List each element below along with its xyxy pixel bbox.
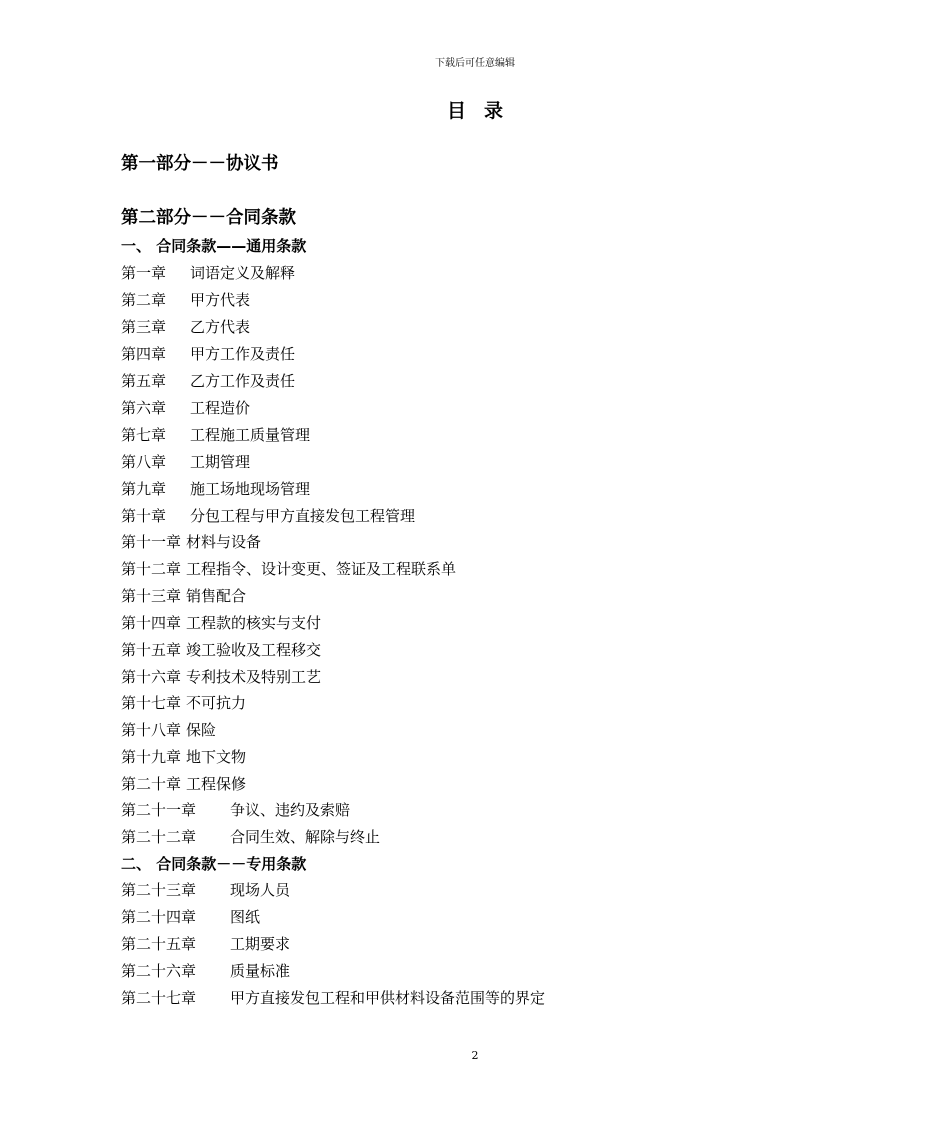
toc-chapter	[121, 289, 250, 311]
chapter-title: 工期管理	[190, 453, 251, 471]
chapter-title: 工程指令、设计变更、签证及工程联系单	[186, 560, 457, 578]
toc-chapter	[121, 262, 295, 284]
chapter-number: 第三章	[121, 318, 167, 336]
toc-chapter	[121, 799, 350, 821]
chapter-number: 第十六章	[121, 668, 182, 686]
chapter-title: 工程保修	[186, 775, 247, 793]
chapter-title: 甲方代表	[190, 291, 251, 309]
chapter-number: 第五章	[121, 372, 167, 390]
chapter-title: 乙方代表	[190, 318, 251, 336]
chapter-number: 第二十七章	[121, 989, 197, 1007]
chapter-number: 第十四章	[121, 614, 182, 632]
chapter-title: 工期要求	[230, 935, 291, 953]
chapter-number: 第四章	[121, 345, 167, 363]
toc-chapter	[121, 451, 250, 473]
toc-chapter	[121, 505, 415, 527]
toc-chapter	[121, 370, 295, 392]
toc-chapter	[121, 746, 246, 768]
chapter-title: 竣工验收及工程移交	[186, 641, 322, 659]
toc-chapter	[121, 666, 321, 688]
toc-chapter	[121, 987, 545, 1009]
chapter-number: 第十五章	[121, 641, 182, 659]
toc-section-2: 二、 合同条款－－专用条款	[121, 855, 307, 873]
chapter-number: 第十八章	[121, 721, 182, 739]
toc-section-1: 一、 合同条款——通用条款	[121, 237, 307, 255]
chapter-number: 第二章	[121, 291, 167, 309]
chapter-number: 第七章	[121, 426, 167, 444]
chapter-number: 第二十二章	[121, 828, 197, 846]
toc-chapter	[121, 639, 321, 661]
chapter-title: 专利技术及特别工艺	[186, 668, 322, 686]
chapter-number: 第十章	[121, 507, 167, 525]
toc-chapter	[121, 478, 310, 500]
chapter-title: 图纸	[230, 908, 261, 926]
chapter-title: 施工场地现场管理	[190, 480, 311, 498]
chapter-title: 工程款的核实与支付	[186, 614, 322, 632]
toc-part-2: 第二部分－－合同条款	[121, 208, 296, 228]
chapter-number: 第十三章	[121, 587, 182, 605]
chapter-title: 销售配合	[186, 587, 247, 605]
chapter-number: 第二十五章	[121, 935, 197, 953]
chapter-title: 合同生效、解除与终止	[230, 828, 381, 846]
chapter-number: 第二十三章	[121, 881, 197, 899]
chapter-number: 第八章	[121, 453, 167, 471]
chapter-title: 保险	[186, 721, 217, 739]
toc-chapter	[121, 424, 310, 446]
chapter-title: 争议、违约及索赔	[230, 801, 351, 819]
chapter-title: 甲方直接发包工程和甲供材料设备范围等的界定	[230, 989, 546, 1007]
toc-chapter	[121, 585, 246, 607]
page-header: 下载后可任意编辑	[435, 58, 515, 69]
chapter-number: 第一章	[121, 264, 167, 282]
toc-chapter	[121, 397, 250, 419]
chapter-title: 乙方工作及责任	[190, 372, 296, 390]
toc-chapter	[121, 343, 295, 365]
chapter-number: 第九章	[121, 480, 167, 498]
toc-chapter	[121, 826, 380, 848]
toc-chapter	[121, 773, 246, 795]
toc-chapter	[121, 692, 246, 714]
toc-chapter	[121, 531, 261, 553]
toc-chapter	[121, 316, 250, 338]
chapter-title: 工程造价	[190, 399, 251, 417]
chapter-number: 第二十一章	[121, 801, 197, 819]
page-number: 2	[471, 1049, 479, 1062]
toc-chapter	[121, 933, 290, 955]
toc-part-1: 第一部分－－协议书	[121, 154, 279, 174]
toc-chapter	[121, 906, 260, 928]
chapter-number: 第十一章	[121, 533, 182, 551]
chapter-title: 甲方工作及责任	[190, 345, 296, 363]
chapter-title: 材料与设备	[186, 533, 262, 551]
chapter-title: 不可抗力	[186, 694, 247, 712]
chapter-title: 质量标准	[230, 962, 291, 980]
chapter-title: 现场人员	[230, 881, 291, 899]
chapter-title: 地下文物	[186, 748, 247, 766]
chapter-number: 第二十六章	[121, 962, 197, 980]
toc-chapter	[121, 719, 216, 741]
chapter-title: 词语定义及解释	[190, 264, 296, 282]
toc-chapter	[121, 612, 321, 634]
chapter-number: 第六章	[121, 399, 167, 417]
chapter-title: 工程施工质量管理	[190, 426, 311, 444]
toc-chapter	[121, 960, 290, 982]
chapter-number: 第十九章	[121, 748, 182, 766]
page-title: 目录	[446, 100, 521, 122]
chapter-number: 第二十章	[121, 775, 182, 793]
chapter-number: 第十二章	[121, 560, 182, 578]
chapter-number: 第十七章	[121, 694, 182, 712]
chapter-title: 分包工程与甲方直接发包工程管理	[190, 507, 416, 525]
toc-chapter	[121, 558, 456, 580]
toc-chapter	[121, 879, 290, 901]
chapter-number: 第二十四章	[121, 908, 197, 926]
